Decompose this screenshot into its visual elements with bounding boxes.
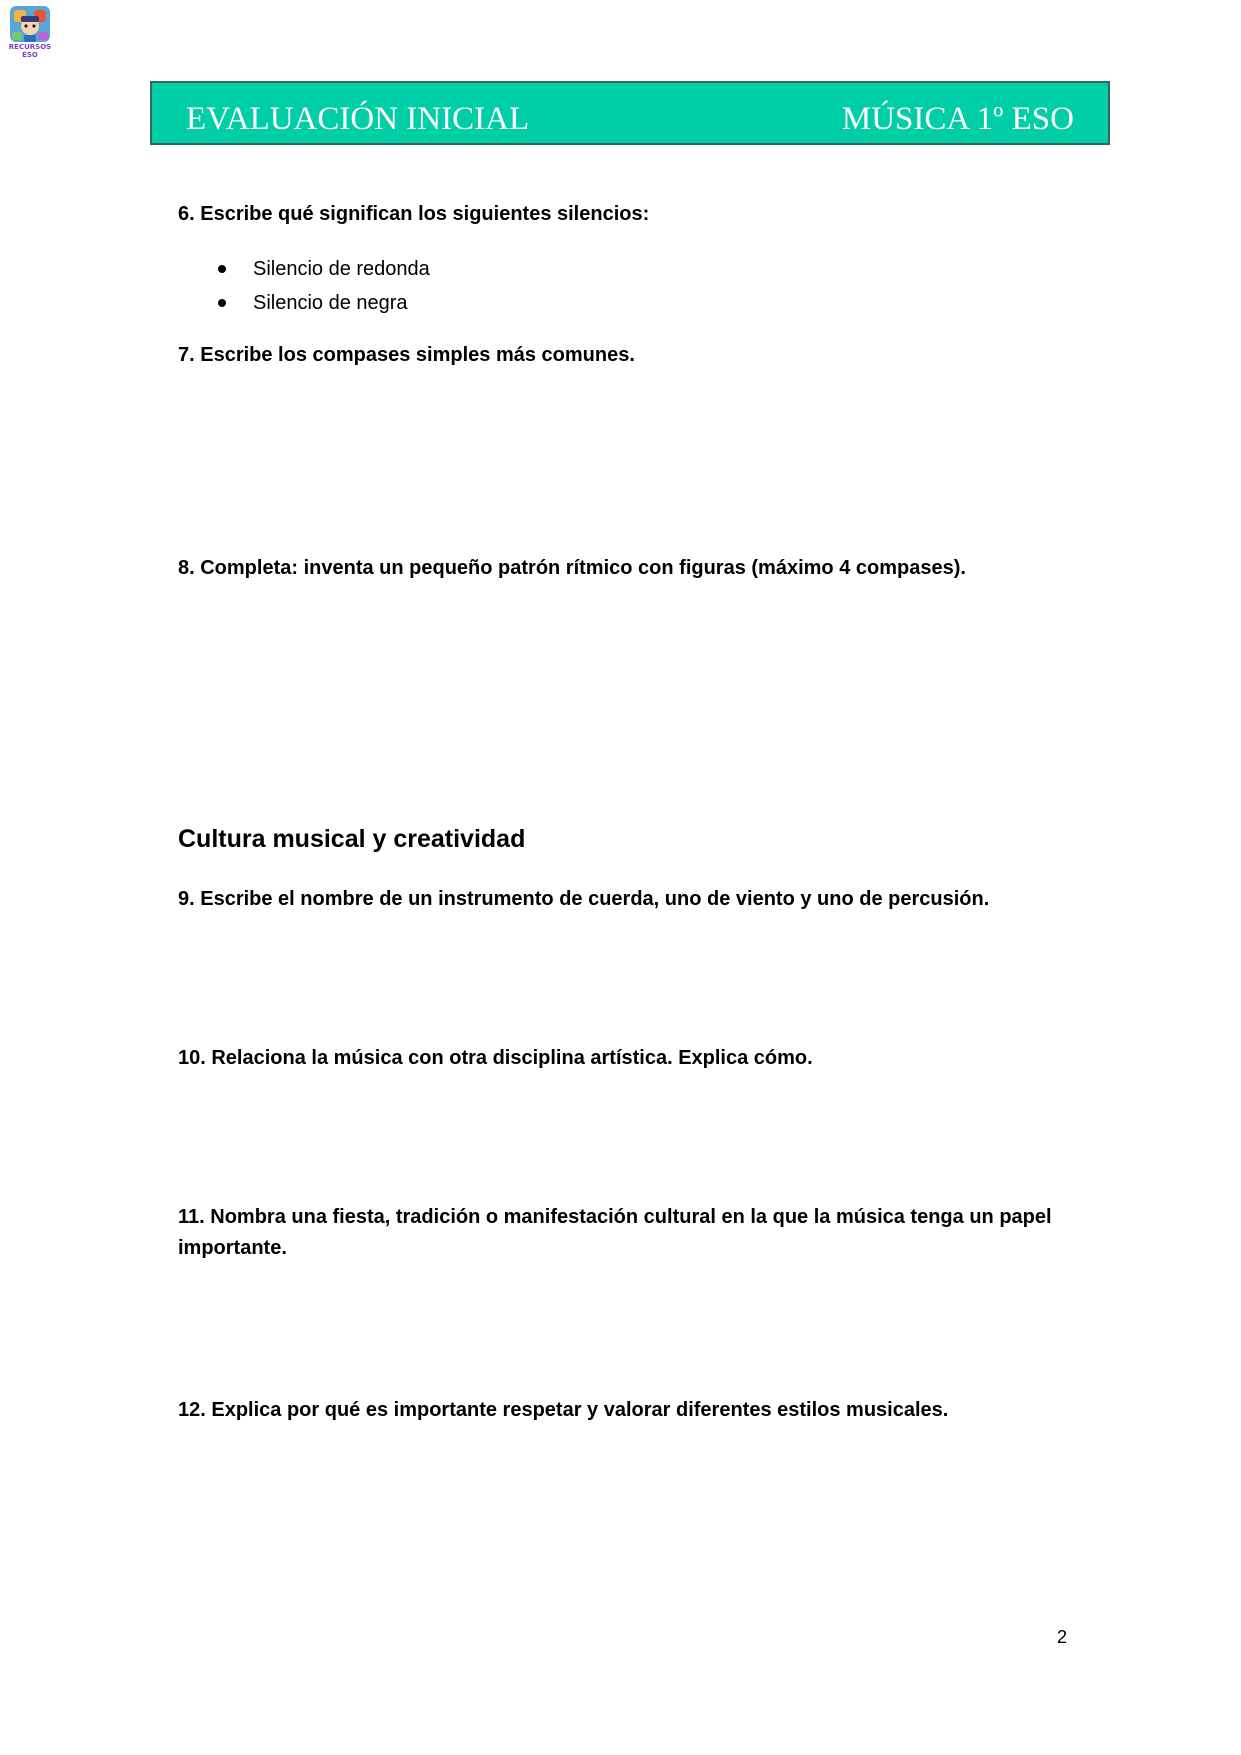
logo-image <box>8 4 52 60</box>
question-6-list <box>218 252 430 320</box>
question-6: 6. Escribe qué significan los siguientes silencios: <box>178 203 650 225</box>
recursos-eso-logo <box>8 4 52 60</box>
list-item <box>218 252 430 286</box>
list-item <box>218 286 430 320</box>
bullet-icon <box>218 299 226 307</box>
question-12: 12. Explica por qué es importante respetar y valorar diferentes estilos musicales. <box>178 1399 949 1421</box>
bullet-icon <box>218 265 226 273</box>
header-banner <box>150 81 1110 145</box>
section-title: Cultura musical y creatividad <box>178 825 526 853</box>
logo-text-line2: ESO <box>22 51 38 59</box>
page-number: 2 <box>1057 1627 1068 1647</box>
question-8: 8. Completa: inventa un pequeño patrón rítmico con figuras (máximo 4 compases). <box>178 557 966 579</box>
header-subject: MÚSICA 1º ESO <box>841 101 1074 137</box>
question-9: 9. Escribe el nombre de un instrumento de cuerda, uno de viento y uno de percusión. <box>178 888 990 910</box>
logo-text-line1: RECURSOS <box>8 43 52 51</box>
question-7: 7. Escribe los compases simples más comunes. <box>178 344 635 366</box>
list-item-text: Silencio de redonda <box>253 258 430 280</box>
question-10: 10. Relaciona la música con otra disciplina artística. Explica cómo. <box>178 1047 813 1069</box>
list-item-text: Silencio de negra <box>253 292 408 314</box>
header-title: EVALUACIÓN INICIAL <box>186 101 530 137</box>
question-11: 11. Nombra una fiesta, tradición o manifestación cultural en la que la música tenga un papel importante. <box>178 1206 1052 1259</box>
